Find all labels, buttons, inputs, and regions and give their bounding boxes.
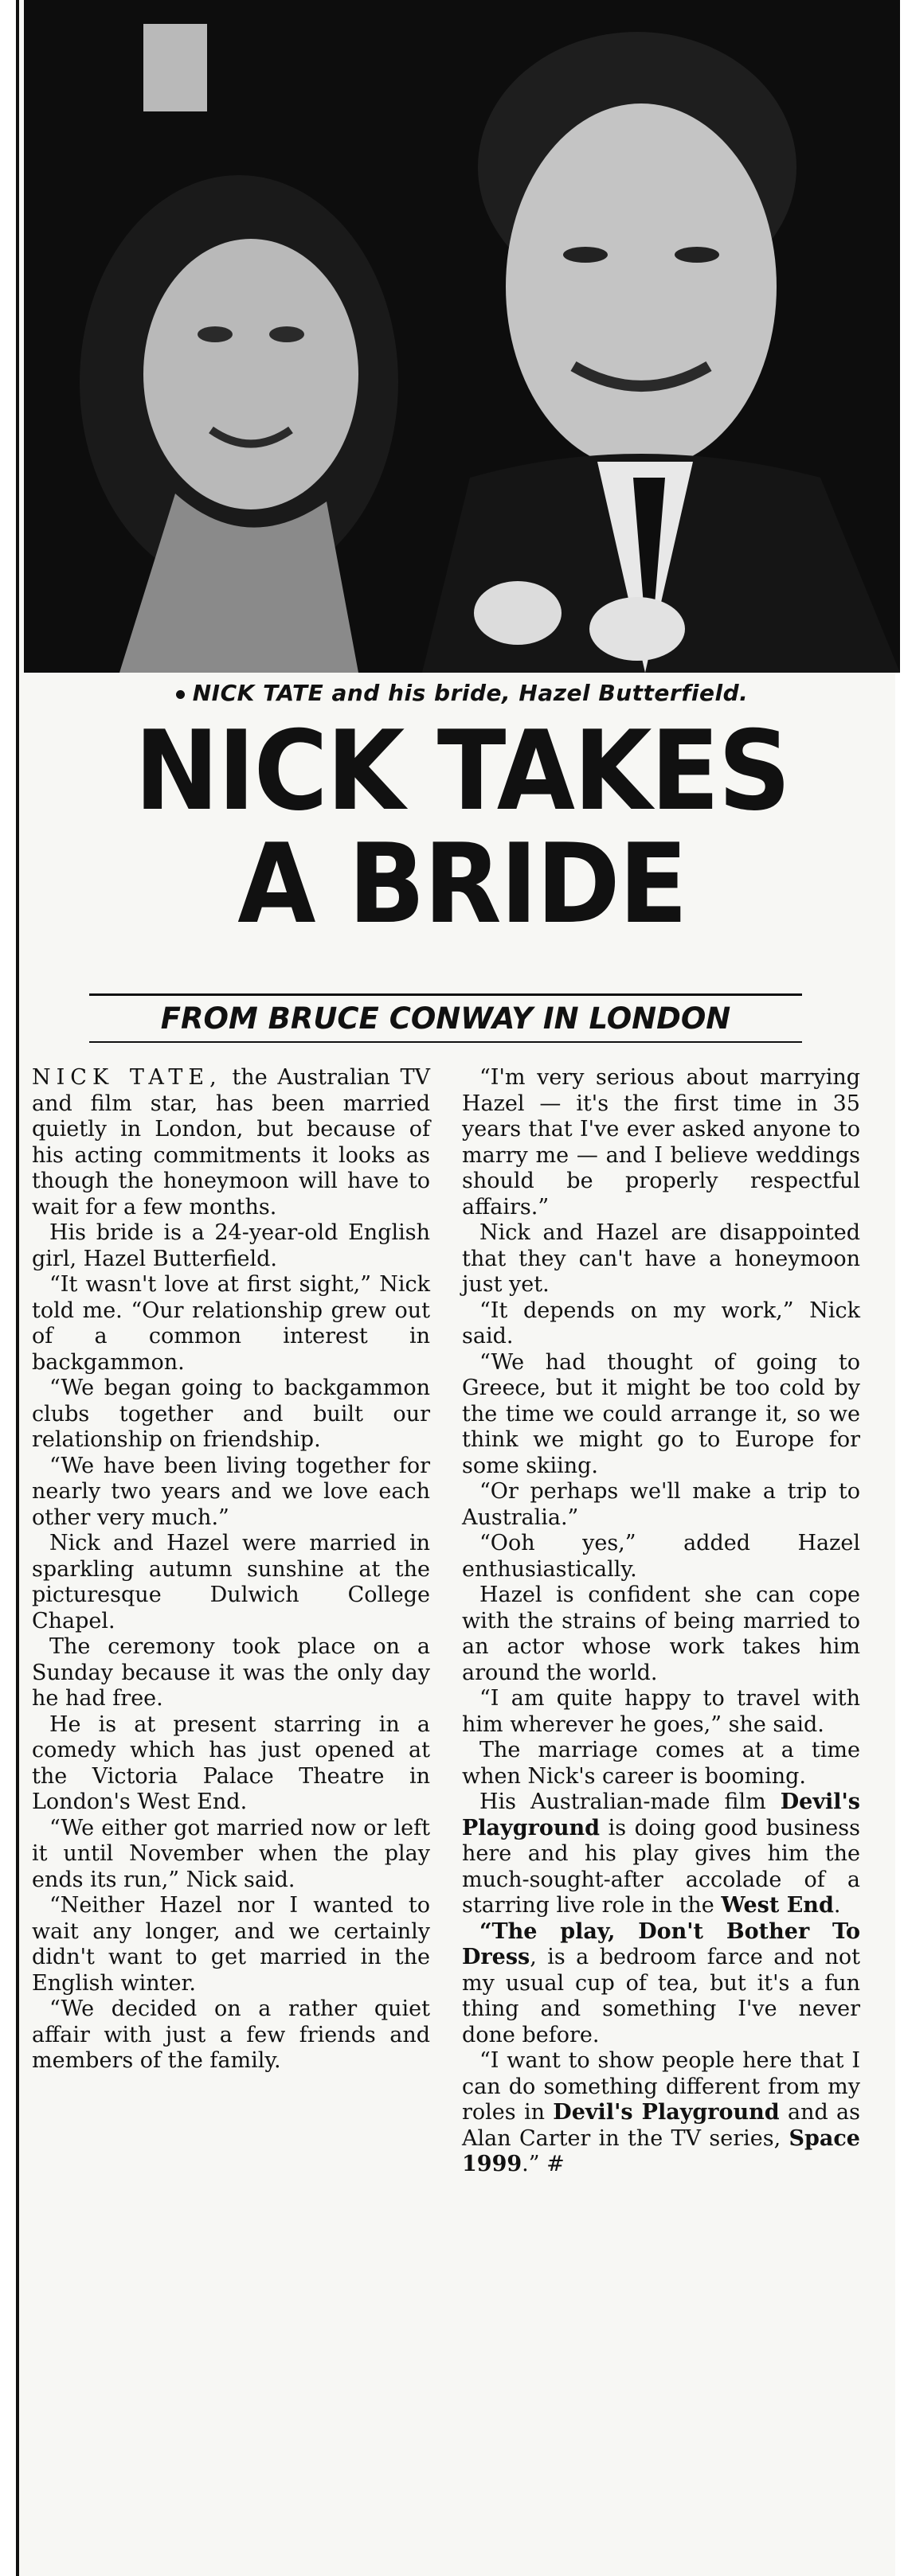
- article-column-left: [32, 1065, 430, 2074]
- headline-line-2: A BRIDE: [237, 820, 687, 948]
- byline-bottom-rule: [89, 1041, 802, 1043]
- lead-in: NICK TATE,: [32, 1065, 222, 1090]
- byline-top-rule: [89, 993, 802, 996]
- paragraph: Hazel is confident she can cope with the strains of being married to an actor whose work takes him around the world.: [462, 1583, 860, 1685]
- paragraph: “We had thought of going to Greece, but it might be too cold by the time we could arrange it, so we think we might go to Europe for some skiing.: [462, 1349, 860, 1478]
- paragraph: “Neither Hazel nor I wanted to wait any longer, and we certainly didn't want to get married in the English winter.: [32, 1893, 430, 1996]
- film-title: Devil's Playground: [553, 2100, 780, 2125]
- paragraph: “We began going to backgammon clubs together and built our relationship on friendship.: [32, 1376, 430, 1452]
- paragraph: “We decided on a rather quiet affair with just a few friends and members of the family.: [32, 1996, 430, 2073]
- paragraph: [462, 1790, 860, 1919]
- paragraph: He is at present starring in a comedy which has just opened at the Victoria Palace Theatre in London's West End.: [32, 1711, 430, 1814]
- paragraph: “Or perhaps we'll make a trip to Australia.”: [462, 1479, 860, 1530]
- paragraph: “It depends on my work,” Nick said.: [462, 1298, 860, 1348]
- paragraph-text: .: [833, 1893, 841, 1918]
- paragraph: “It wasn't love at first sight,” Nick told me. “Our relationship grew out of a common interest in backgammon.: [32, 1272, 430, 1375]
- paragraph-text: His Australian-made film: [479, 1790, 781, 1814]
- paragraph: Nick and Hazel were married in sparkling autumn sunshine at the picturesque Dulwich College Chapel.: [32, 1531, 430, 1633]
- paragraph: “We either got married now or left it until November when the play ends its run,” Nick said.: [32, 1815, 430, 1892]
- paragraph-text: is doing good business here and his play gives him the much-sought-after accolade of a starring live role in the: [462, 1815, 860, 1918]
- paragraph-text: and as Alan Carter in the TV series,: [462, 2100, 861, 2151]
- headline-line-1: NICK TAKES: [134, 707, 790, 835]
- paragraph: [462, 1919, 860, 2049]
- paragraph-text: .” #: [522, 2152, 565, 2176]
- paragraph-text: the Australian TV and film star, has been married quietly in London, but because of his acting commitments it looks as though the honeymoon will have to wait for a few months.: [32, 1065, 431, 1220]
- paragraph-text: , is a bedroom farce and not my usual cup of tea, but it's a fun thing and something I've never done before.: [462, 1945, 860, 2047]
- paragraph: “Ooh yes,” added Hazel enthusiastically.: [462, 1531, 860, 1582]
- paragraph: “I'm very serious about marrying Hazel — it's the first time in 35 years that I've ever asked anyone to marry me — and I believe weddings should be properly respectful affairs.”: [462, 1065, 860, 1220]
- paragraph: “I am quite happy to travel with him wherever he goes,” she said.: [462, 1686, 860, 1737]
- paragraph: Nick and Hazel are disappointed that they can't have a honeymoon just yet.: [462, 1220, 860, 1297]
- paragraph: [32, 1065, 430, 1220]
- play-title: Don't Bother To Dress: [462, 1918, 860, 1969]
- article-column-right: [462, 1065, 860, 2178]
- paragraph: The ceremony took place on a Sunday because it was the only day he had free.: [32, 1634, 430, 1711]
- series-title: Space 1999: [462, 2125, 860, 2176]
- place-name: West End: [721, 1893, 834, 1918]
- film-title: Devil's Playground: [462, 1790, 860, 1840]
- headline: [59, 707, 865, 948]
- paragraph-text: “I want to show people here that I can do something different from my roles in: [462, 2048, 860, 2125]
- paragraph: His bride is a 24-year-old English girl, Hazel Butterfield.: [32, 1220, 430, 1271]
- wedding-photo: [24, 0, 900, 673]
- paragraph: [462, 2048, 860, 2178]
- paragraph: The marriage comes at a time when Nick's career is booming.: [462, 1738, 860, 1789]
- bullet-icon: [176, 690, 185, 699]
- paragraph-text: “The play,: [479, 1918, 639, 1944]
- byline: FROM BRUCE CONWAY IN LONDON: [160, 1001, 731, 1036]
- caption-text: NICK TATE and his bride, Hazel Butterfield.: [192, 680, 749, 706]
- paragraph: “We have been living together for nearly two years and we love each other very much.”: [32, 1453, 430, 1530]
